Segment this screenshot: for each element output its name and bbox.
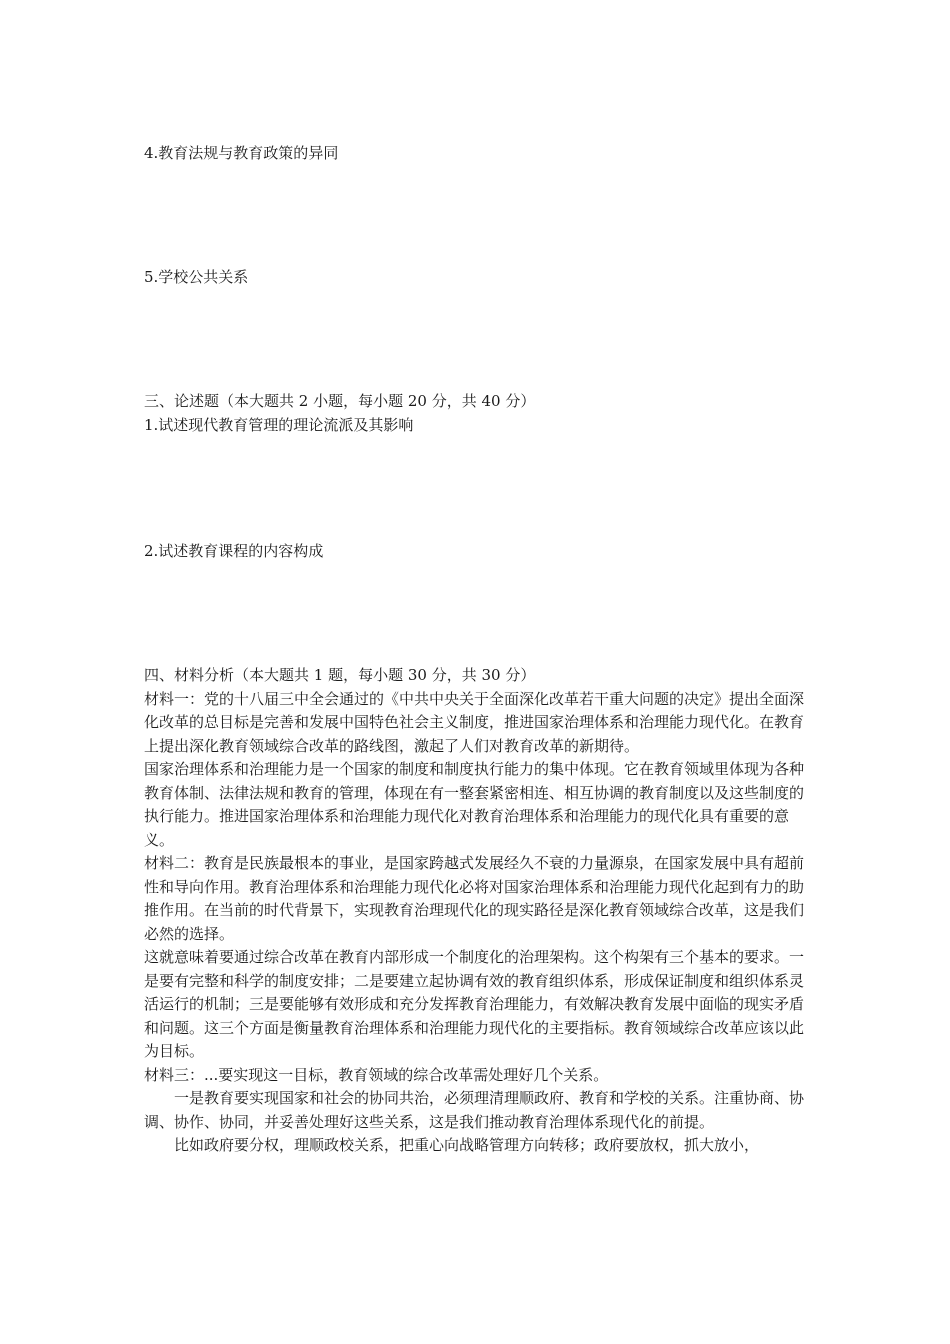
section-4-heading: 四、材料分析（本大题共 1 题，每小题 30 分，共 30 分）: [144, 666, 536, 684]
material-paragraph: 国家治理体系和治理能力是一个国家的制度和制度执行能力的集中体现。它在教育领域里体现为各种教育体制、法律法规和教育的管理，体现在有一整套紧密相连、相互协调的教育制度以及这些制度的执行能力。推进国家治理体系和治理能力现代化对教育治理体系和治理能力的现代化具有重要的意义。: [144, 760, 805, 849]
material-paragraph: 这就意味着要通过综合改革在教育内部形成一个制度化的治理架构。这个构架有三个基本的要求。一是要有完整和科学的制度安排；二是要建立起协调有效的教育组织体系，形成保证制度和组织体系灵活运行的机制；三是要能够有效形成和充分发挥教育治理能力，有效解决教育发展中面临的现实矛盾和问题。这三个方面是衡量教育治理体系和治理能力现代化的主要指标。教育领域综合改革应该以此为目标。: [144, 948, 805, 1060]
material-indented-paragraph: 一是教育要实现国家和社会的协同共治，必须理清理顺政府、教育和学校的关系。注重协商、协调、协作、协同，并妥善处理好这些关系，这是我们推动教育治理体系现代化的前提。: [144, 1089, 805, 1131]
material-paragraph: 材料二：教育是民族最根本的事业，是国家跨越式发展经久不衰的力量源泉，在国家发展中具有超前性和导向作用。教育治理体系和治理能力现代化必将对国家治理体系和治理能力现代化起到有力的助推作用。在当前的时代背景下，实现教育治理现代化的现实路径是深化教育领域综合改革，这是我们必然的选择。: [144, 854, 805, 943]
section-4: [144, 664, 814, 1158]
question-4: 4.教育法规与教育政策的异同: [144, 144, 339, 162]
essay-question-1: 1.试述现代教育管理的理论流派及其影响: [144, 416, 414, 434]
essay-question-2: 2.试述教育课程的内容构成: [144, 542, 324, 560]
material-paragraph: 材料三：...要实现这一目标，教育领域的综合改革需处理好几个关系。: [144, 1065, 609, 1084]
material-indented-paragraph: 比如政府要分权，理顺政校关系，把重心向战略管理方向转移；政府要放权，抓大放小，: [174, 1136, 760, 1154]
question-5: 5.学校公共关系: [144, 268, 249, 286]
material-paragraph: 材料一：党的十八届三中全会通过的《中共中央关于全面深化改革若干重大问题的决定》提出全面深化改革的总目标是完善和发展中国特色社会主义制度，推进国家治理体系和治理能力现代化。在教育上提出深化教育领域综合改革的路线图，激起了人们对教育改革的新期待。: [144, 689, 805, 755]
section-3-heading: 三、论述题（本大题共 2 小题，每小题 20 分，共 40 分）: [144, 392, 536, 410]
